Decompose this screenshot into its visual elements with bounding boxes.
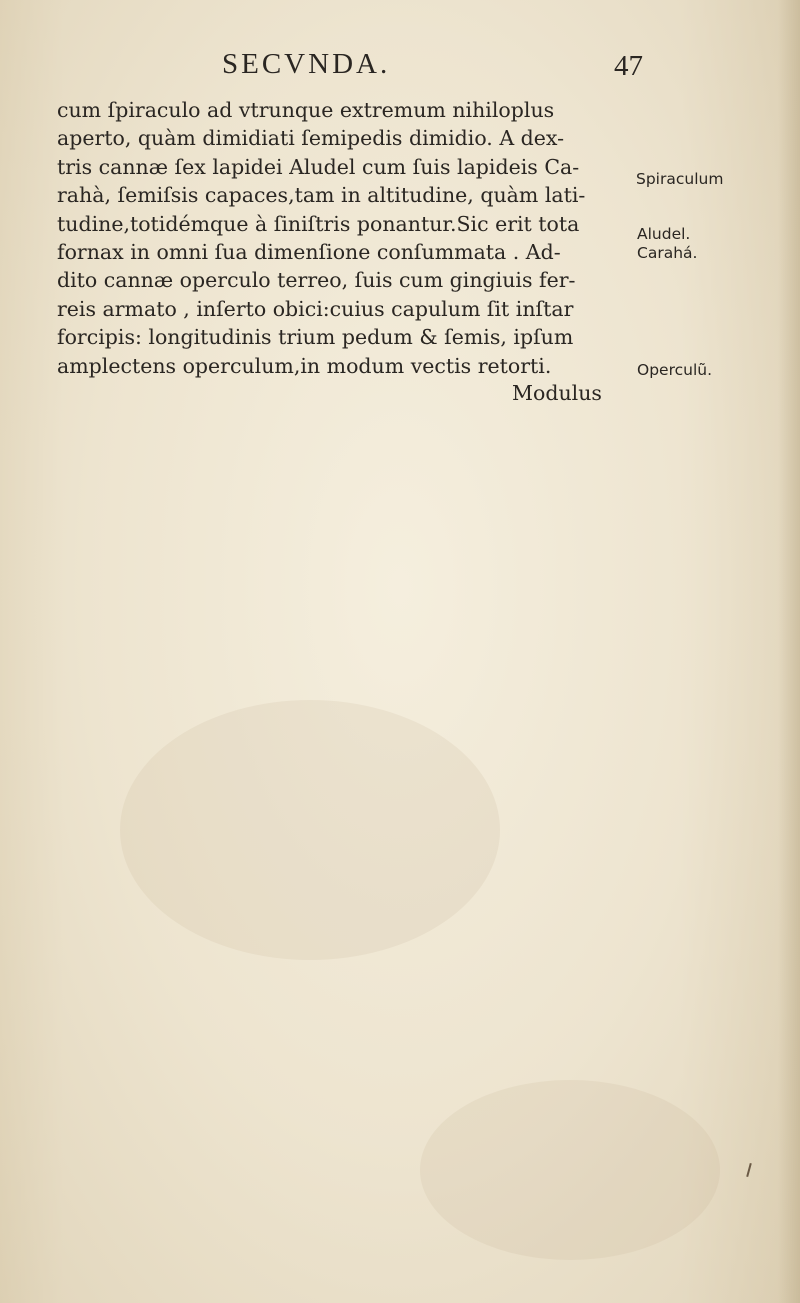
margin-note-caraha: Carahá. (637, 244, 698, 262)
text-line: tris cannæ ſex lapidei Aludel cum ſuis lapideis Ca- (57, 154, 580, 179)
text-line: tudine,totidémque à ſiniſtris ponantur.Sic erit tota (57, 211, 580, 236)
page-number: 47 (614, 50, 643, 82)
page-edge-shadow (778, 0, 800, 1303)
body-paragraph (57, 96, 637, 380)
text-line: aperto, quàm dimidiati ſemipedis dimidio. A dex- (57, 126, 565, 151)
margin-note-aludel: Aludel. (637, 225, 691, 243)
paper-stain (420, 1080, 720, 1260)
text-line: cum ſpiraculo ad vtrunque extremum nihiloplus (57, 98, 555, 122)
paper-stain (120, 700, 500, 960)
margin-note-spiraculum: Spiraculum (636, 170, 724, 188)
text-line: dito cannæ operculo terreo, ſuis cum gingiuis fer- (57, 268, 576, 293)
text-line: fornax in omni ſua dimenſione conſummata . Ad- (57, 240, 561, 265)
text-line: forcipis: longitudinis trium pedum & ſemis, ipſum (57, 325, 574, 350)
margin-note-operculum: Operculũ. (637, 361, 713, 379)
running-head: SECVNDA. (222, 48, 391, 80)
text-line: rahà, ſemiſsis capaces,tam in altitudine, quàm lati- (57, 183, 586, 208)
text-line: reis armato , inſerto obici:cuius capulum ſit inſtar (57, 296, 574, 321)
catchword: Modulus (512, 381, 602, 405)
text-line: amplectens operculum,in modum vectis retorti. (57, 353, 552, 378)
